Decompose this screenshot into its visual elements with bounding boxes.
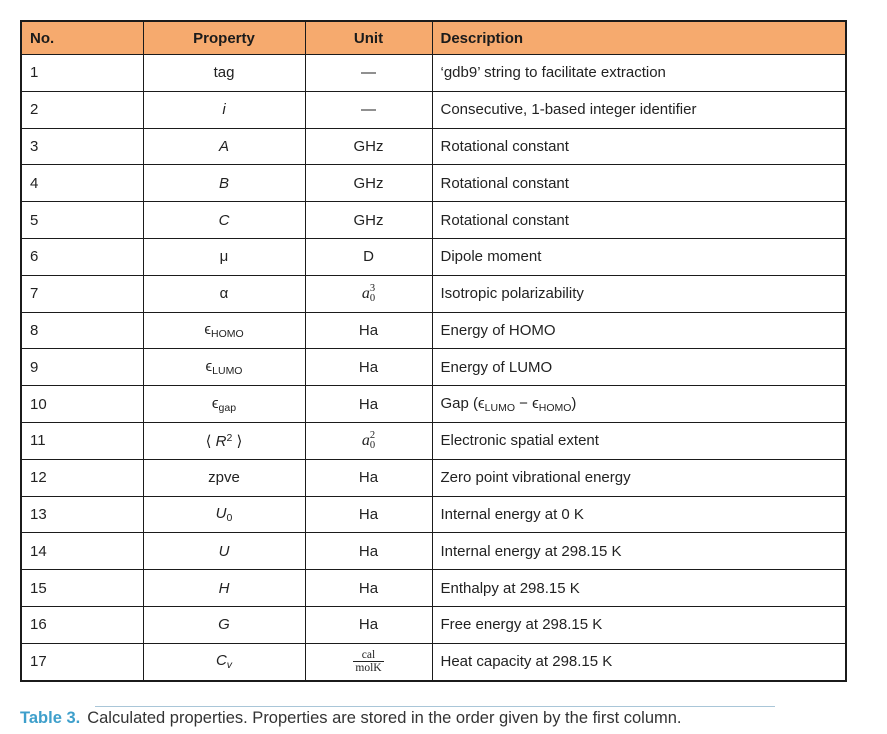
cell-description: ‘gdb9’ string to facilitate extraction — [432, 55, 846, 92]
table-row — [21, 459, 846, 496]
table-row — [21, 496, 846, 533]
cell-unit: Ha — [305, 496, 432, 533]
cell-no: 3 — [21, 128, 143, 165]
cell-unit: Ha — [305, 312, 432, 349]
header-property: Property — [143, 21, 305, 55]
cell-description: Heat capacity at 298.15 K — [432, 643, 846, 680]
cell-no: 8 — [21, 312, 143, 349]
cell-unit: Ha — [305, 570, 432, 607]
cell-property: U — [143, 533, 305, 570]
cell-description: Internal energy at 0 K — [432, 496, 846, 533]
cell-unit: a 3 0 — [305, 275, 432, 312]
table-row — [21, 349, 846, 386]
header-description: Description — [432, 21, 846, 55]
cell-property: tag — [143, 55, 305, 92]
table-row — [21, 165, 846, 202]
cell-property: B — [143, 165, 305, 202]
cell-no: 17 — [21, 643, 143, 680]
cell-unit: Ha — [305, 606, 432, 643]
caption-label: Table 3. — [20, 709, 81, 727]
cell-unit: — — [305, 55, 432, 92]
cell-unit: Ha — [305, 386, 432, 423]
cell-description: Rotational constant — [432, 202, 846, 239]
cell-description: Zero point vibrational energy — [432, 459, 846, 496]
caption-divider — [95, 706, 775, 707]
cell-no: 4 — [21, 165, 143, 202]
table-row — [21, 238, 846, 275]
cell-property: $C_v$ — [143, 643, 305, 680]
table-caption — [20, 709, 860, 728]
cell-no: 7 — [21, 275, 143, 312]
cell-description: Free energy at 298.15 K — [432, 606, 846, 643]
cell-description: Isotropic polarizability — [432, 275, 846, 312]
cell-no: 6 — [21, 238, 143, 275]
cell-no: 10 — [21, 386, 143, 423]
cell-property: G — [143, 606, 305, 643]
cell-unit: GHz — [305, 165, 432, 202]
header-no: No. — [21, 21, 143, 55]
table-row — [21, 533, 846, 570]
cell-description: Enthalpy at 298.15 K — [432, 570, 846, 607]
cell-property: $\epsilon_{gap}$ — [143, 386, 305, 423]
cell-no: 15 — [21, 570, 143, 607]
cell-property: α — [143, 275, 305, 312]
cell-unit: $\frac{\text{cal}}{\text{molK}}$ — [305, 643, 432, 680]
cell-no: 12 — [21, 459, 143, 496]
cell-description: Energy of LUMO — [432, 349, 846, 386]
cell-unit: a 2 0 — [305, 422, 432, 459]
cell-unit: — — [305, 91, 432, 128]
cell-no: 11 — [21, 422, 143, 459]
cell-property: C — [143, 202, 305, 239]
table-row — [21, 312, 846, 349]
cell-description: Dipole moment — [432, 238, 846, 275]
cell-unit: Ha — [305, 459, 432, 496]
cell-property: $\epsilon_{HOMO}$ — [143, 312, 305, 349]
cell-unit: Ha — [305, 533, 432, 570]
cell-property: i — [143, 91, 305, 128]
cell-unit: Ha — [305, 349, 432, 386]
caption-text: Calculated properties. Properties are stored in the order given by the first column. — [87, 709, 682, 727]
table-row — [21, 643, 846, 680]
cell-description: Rotational constant — [432, 165, 846, 202]
table-row — [21, 386, 846, 423]
table-row — [21, 606, 846, 643]
cell-no: 2 — [21, 91, 143, 128]
cell-property: ⟨ $R^2$ ⟩ — [143, 422, 305, 459]
table-row — [21, 570, 846, 607]
cell-no: 14 — [21, 533, 143, 570]
cell-description: Gap $(\epsilon_{LUMO} - \epsilon_{HOMO})$ — [432, 386, 846, 423]
cell-property: A — [143, 128, 305, 165]
cell-no: 13 — [21, 496, 143, 533]
cell-no: 16 — [21, 606, 143, 643]
table-header — [21, 21, 846, 55]
cell-property: μ — [143, 238, 305, 275]
cell-property: $\epsilon_{LUMO}$ — [143, 349, 305, 386]
cell-property: H — [143, 570, 305, 607]
table-row — [21, 55, 846, 92]
cell-unit: D — [305, 238, 432, 275]
properties-table — [20, 20, 847, 682]
cell-description: Consecutive, 1-based integer identifier — [432, 91, 846, 128]
cell-description: Rotational constant — [432, 128, 846, 165]
cell-property: zpve — [143, 459, 305, 496]
table-row — [21, 422, 846, 459]
cell-no: 1 — [21, 55, 143, 92]
cell-description: Internal energy at 298.15 K — [432, 533, 846, 570]
cell-unit: GHz — [305, 202, 432, 239]
table-row — [21, 202, 846, 239]
table-row — [21, 128, 846, 165]
header-row — [21, 21, 846, 55]
cell-no: 9 — [21, 349, 143, 386]
cell-description: Energy of HOMO — [432, 312, 846, 349]
table-body — [21, 55, 846, 681]
cell-property: $U_0$ — [143, 496, 305, 533]
cell-description: Electronic spatial extent — [432, 422, 846, 459]
cell-no: 5 — [21, 202, 143, 239]
table-row — [21, 275, 846, 312]
header-unit: Unit — [305, 21, 432, 55]
cell-unit: GHz — [305, 128, 432, 165]
table-row — [21, 91, 846, 128]
